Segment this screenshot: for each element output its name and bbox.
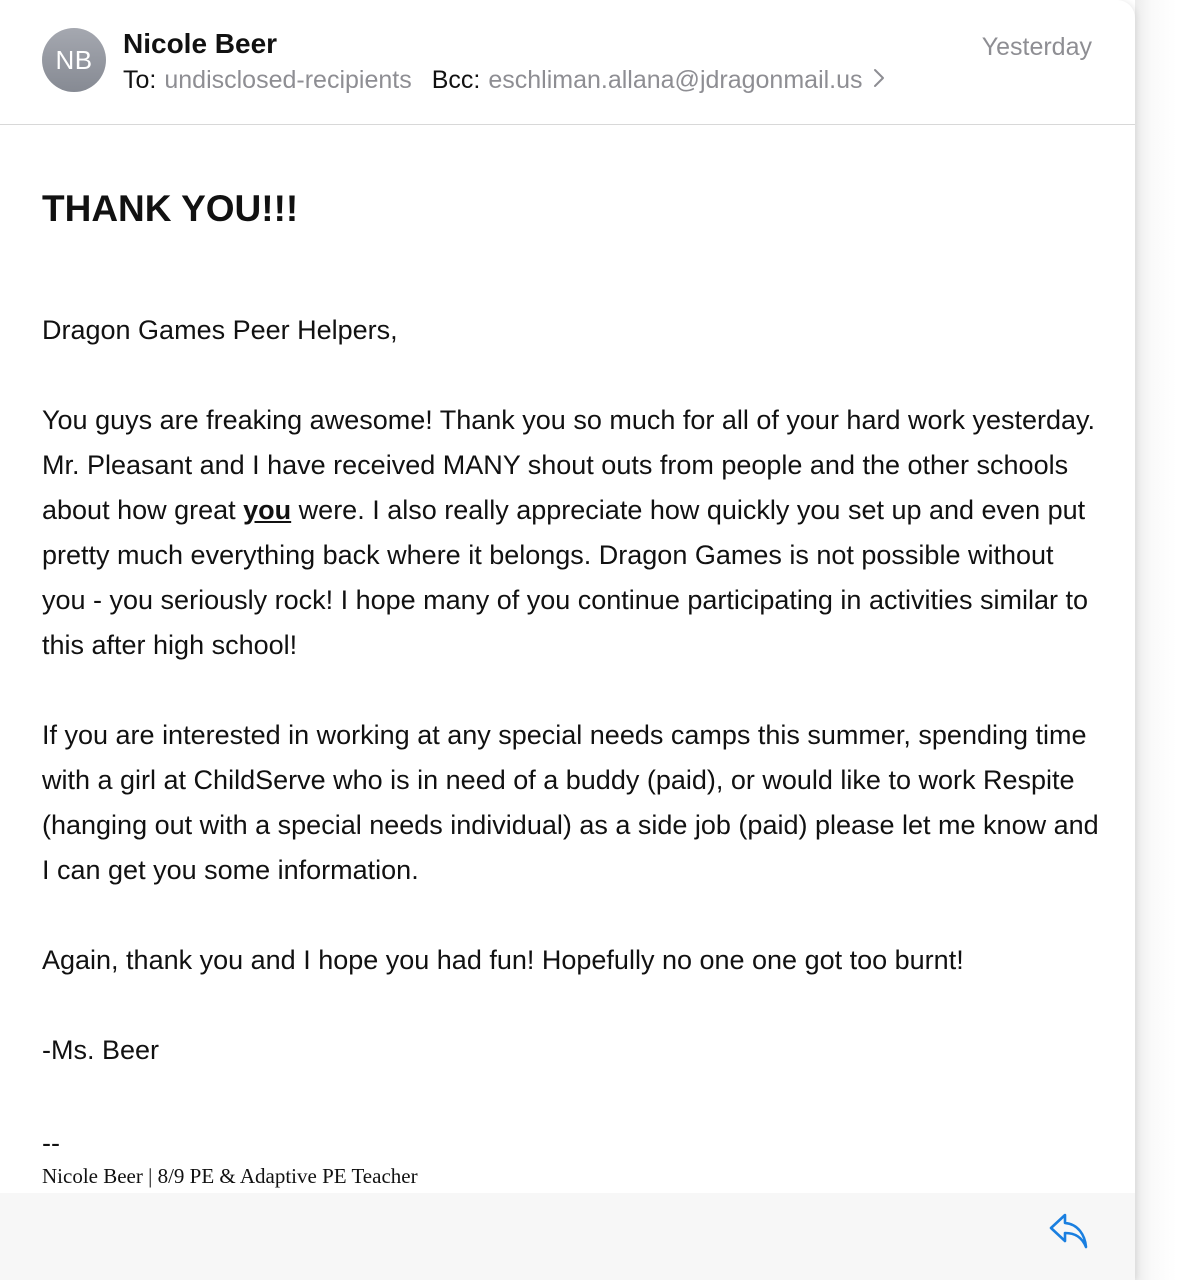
- emphasized-you: you: [243, 495, 292, 525]
- paragraph-thanks: [42, 398, 1102, 668]
- recipients-line[interactable]: [123, 66, 885, 95]
- window-edge: [1135, 0, 1177, 1280]
- to-label: To:: [123, 66, 157, 94]
- greeting: Dragon Games Peer Helpers,: [42, 315, 398, 345]
- signature-separator: --: [42, 1128, 60, 1158]
- avatar[interactable]: NB: [42, 28, 106, 92]
- message-subject: THANK YOU!!!: [42, 188, 299, 229]
- paragraph-opportunities: If you are interested in working at any special needs camps this summer, spending time with a girl at ChildServe who is in need of a buddy (paid), or would like to work Respite (hanging out with a special needs individual) as a side job (paid) please let me know and I can get you some information.: [42, 720, 1099, 885]
- sender-name[interactable]: Nicole Beer: [123, 28, 278, 59]
- reply-button[interactable]: [1047, 1209, 1091, 1253]
- bottom-toolbar: [0, 1193, 1135, 1280]
- to-recipient[interactable]: undisclosed-recipients: [164, 66, 412, 94]
- bcc-label: Bcc:: [431, 66, 481, 94]
- paragraph-thanks-start: You guys are freaking awesome! Thank you so much for all of your hard work yesterday. Mr. Pleasant and I have received MANY shout outs from people and the other schools about how great: [42, 405, 1096, 525]
- message-date: Yesterday: [981, 33, 1092, 61]
- chevron-right-icon[interactable]: [873, 67, 885, 95]
- message-body: [42, 180, 1102, 1189]
- message-header: [0, 0, 1135, 125]
- signoff: -Ms. Beer: [42, 1035, 160, 1065]
- paragraph-closing: Again, thank you and I hope you had fun! Hopefully no one one got too burnt!: [42, 945, 964, 975]
- reply-icon: [1047, 1209, 1091, 1253]
- signature-line: Nicole Beer | 8/9 PE & Adaptive PE Teacher: [42, 1164, 418, 1188]
- bcc-recipient[interactable]: eschliman.allana@jdragonmail.us: [488, 66, 863, 94]
- paragraph-thanks-end: were. I also really appreciate how quickly you set up and even put pretty much everything back where it belongs. Dragon Games is not possible without you - you seriously rock! I hope many of you continue participating in activities similar to this after high school!: [42, 495, 1088, 660]
